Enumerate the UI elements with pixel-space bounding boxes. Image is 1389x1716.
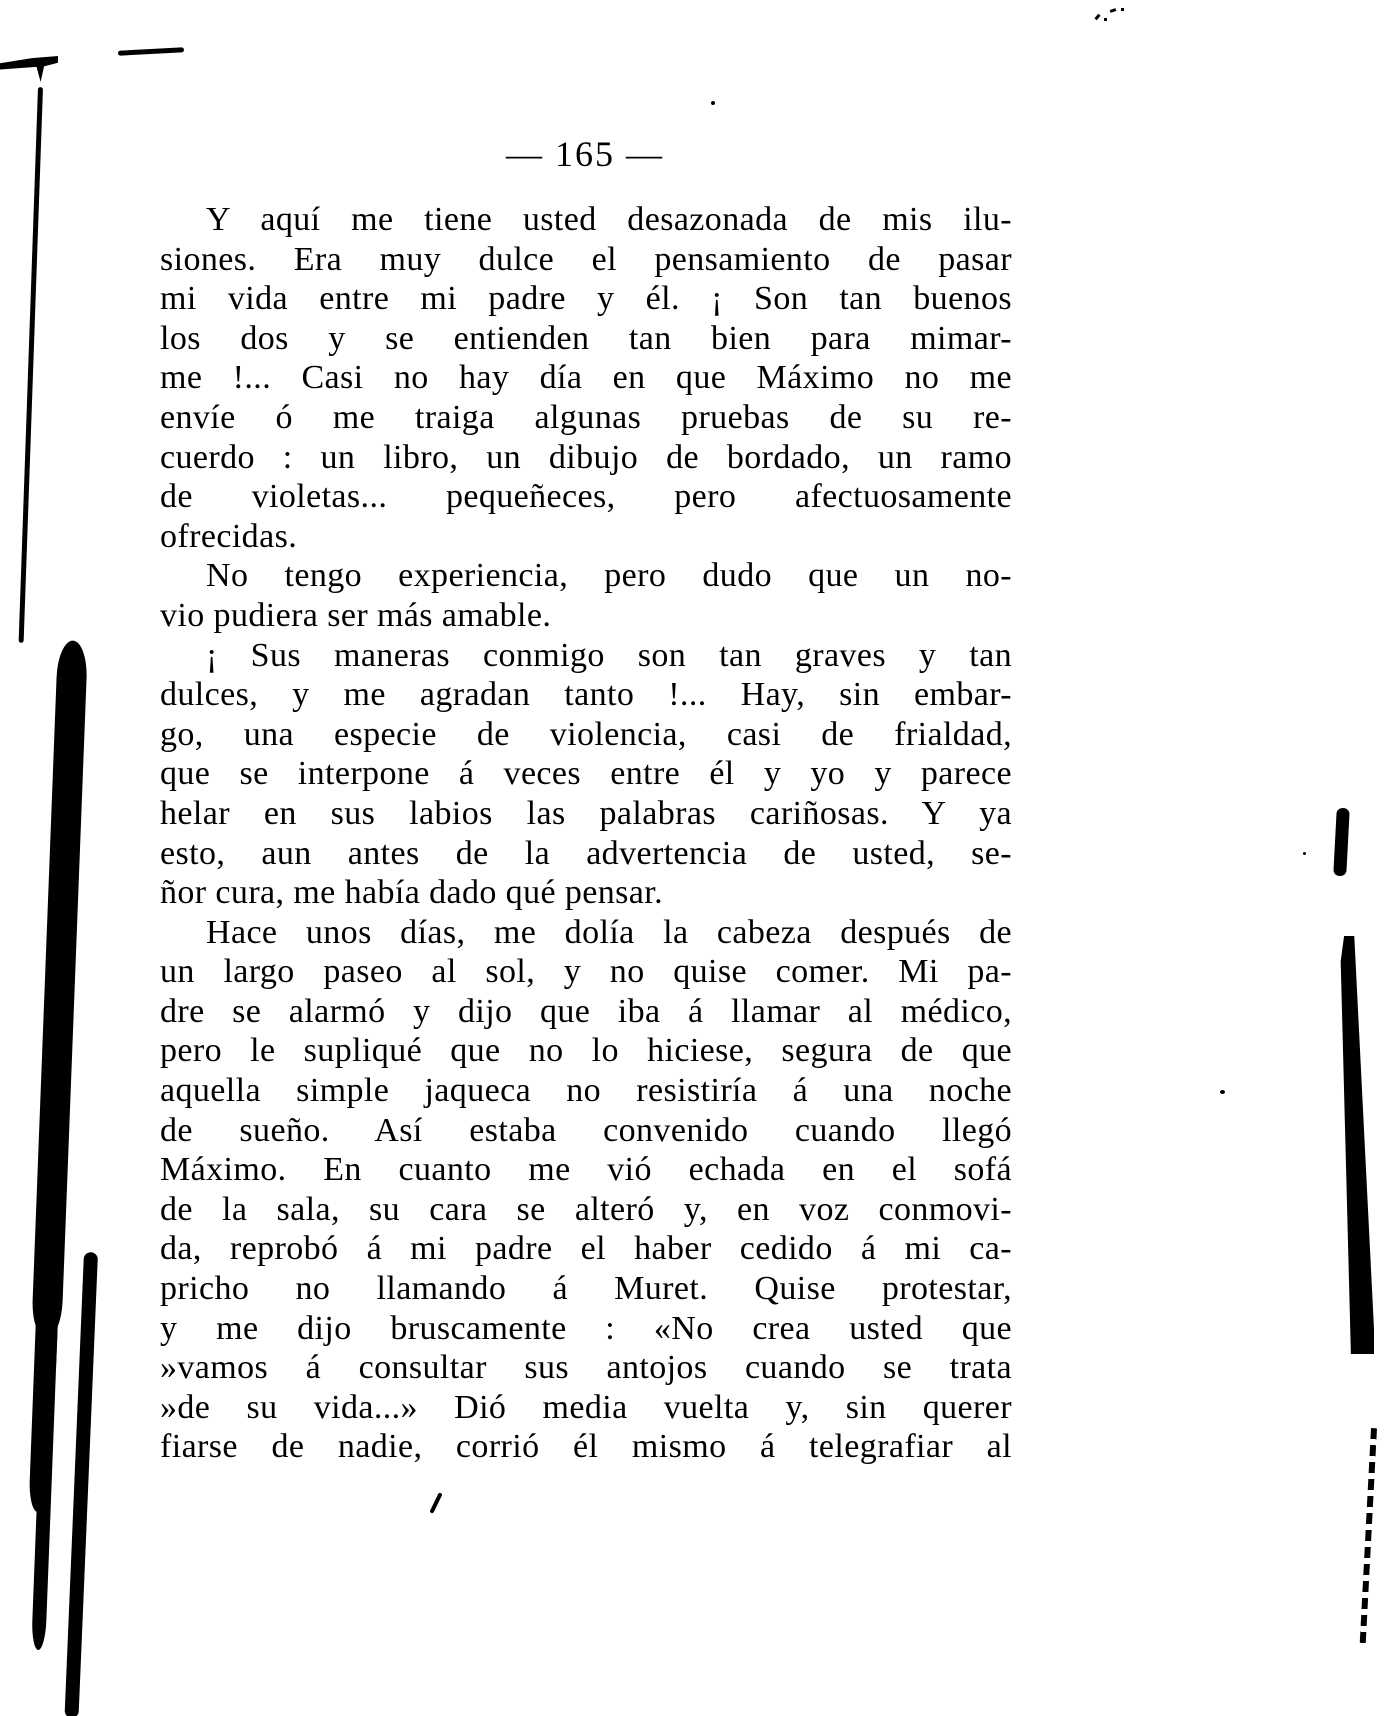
text-line: helar en sus labios las palabras cariñosas. Y ya bbox=[160, 794, 1012, 832]
page-number: — 165 — bbox=[506, 134, 664, 174]
ink-speck-top-right bbox=[1104, 18, 1107, 21]
text-line: los dos y se entienden tan bien para mimar- bbox=[160, 319, 1012, 357]
ink-smudge-left bbox=[31, 640, 88, 1339]
ink-speck-top-right bbox=[1110, 8, 1117, 13]
text-line: ¡ Sus maneras conmigo son tan graves y tan bbox=[206, 636, 1012, 674]
text-line: esto, aun antes de la advertencia de usted, se- bbox=[160, 834, 1012, 872]
body-text bbox=[160, 200, 1012, 1467]
text-line: ñor cura, me había dado qué pensar. bbox=[160, 874, 664, 912]
text-line: aquella simple jaqueca no resistiría á una noche bbox=[160, 1072, 1012, 1110]
ink-streak-top-left bbox=[118, 47, 184, 55]
text-line: que se interpone á veces entre él y yo y parece bbox=[160, 755, 1012, 793]
text-line: vio pudiera ser más amable. bbox=[160, 596, 552, 634]
ink-tick-bottom bbox=[429, 1492, 442, 1514]
ink-speck-top-right bbox=[1121, 8, 1124, 11]
ink-line-left-upper bbox=[19, 87, 43, 643]
text-line: No tengo experiencia, pero dudo que un no- bbox=[206, 557, 1012, 595]
ink-speck-top-right bbox=[1094, 14, 1100, 21]
text-line: fiarse de nadie, corrió él mismo á telegrafiar al bbox=[160, 1428, 1012, 1466]
ink-speck bbox=[1303, 852, 1306, 855]
text-line: de la sala, su cara se alteró y, en voz conmovi- bbox=[160, 1190, 1012, 1228]
text-line: Máximo. En cuanto me vió echada en el sofá bbox=[160, 1151, 1012, 1189]
ink-smudge-right bbox=[1340, 936, 1374, 1354]
text-line: y me dijo bruscamente : «No crea usted que bbox=[160, 1309, 1012, 1347]
ink-blot-top-left bbox=[0, 56, 58, 82]
text-line: dulces, y me agradan tanto !... Hay, sin embar- bbox=[160, 676, 1012, 714]
text-line: da, reprobó á mi padre el haber cedido á mi ca- bbox=[160, 1230, 1012, 1268]
ink-speck bbox=[1220, 1090, 1225, 1094]
text-line: dre se alarmó y dijo que iba á llamar al médico, bbox=[160, 992, 1012, 1030]
text-line: mi vida entre mi padre y él. ¡ Son tan buenos bbox=[160, 280, 1012, 318]
ink-smudge-right-small bbox=[1333, 808, 1350, 877]
text-line: me !... Casi no hay día en que Máximo no me bbox=[160, 359, 1012, 397]
text-line: siones. Era muy dulce el pensamiento de pasar bbox=[160, 240, 1012, 278]
text-line: de violetas... pequeñeces, pero afectuosamente bbox=[160, 478, 1012, 516]
ink-speck bbox=[711, 101, 715, 105]
text-line: »de su vida...» Dió media vuelta y, sin querer bbox=[160, 1388, 1012, 1426]
text-line: Y aquí me tiene usted desazonada de mis ilu- bbox=[206, 201, 1012, 238]
text-line: ofrecidas. bbox=[160, 517, 298, 555]
text-line: cuerdo : un libro, un dibujo de bordado, un ramo bbox=[160, 438, 1012, 476]
ink-smudge-right-tail bbox=[1359, 1428, 1377, 1648]
text-line: go, una especie de violencia, casi de frialdad, bbox=[160, 715, 1012, 753]
text-line: Hace unos días, me dolía la cabeza después de bbox=[206, 913, 1012, 951]
text-line: de sueño. Así estaba convenido cuando llegó bbox=[160, 1111, 1012, 1149]
text-line: »vamos á consultar sus antojos cuando se trata bbox=[160, 1349, 1012, 1387]
text-line: pero le supliqué que no lo hiciese, segura de que bbox=[160, 1032, 1012, 1070]
ink-smudge-left-tail bbox=[64, 1252, 98, 1716]
text-line: envíe ó me traiga algunas pruebas de su re- bbox=[160, 398, 1012, 436]
text-line: un largo paseo al sol, y no quise comer. Mi pa- bbox=[160, 953, 1012, 991]
text-line: pricho no llamando á Muret. Quise protestar, bbox=[160, 1270, 1012, 1308]
